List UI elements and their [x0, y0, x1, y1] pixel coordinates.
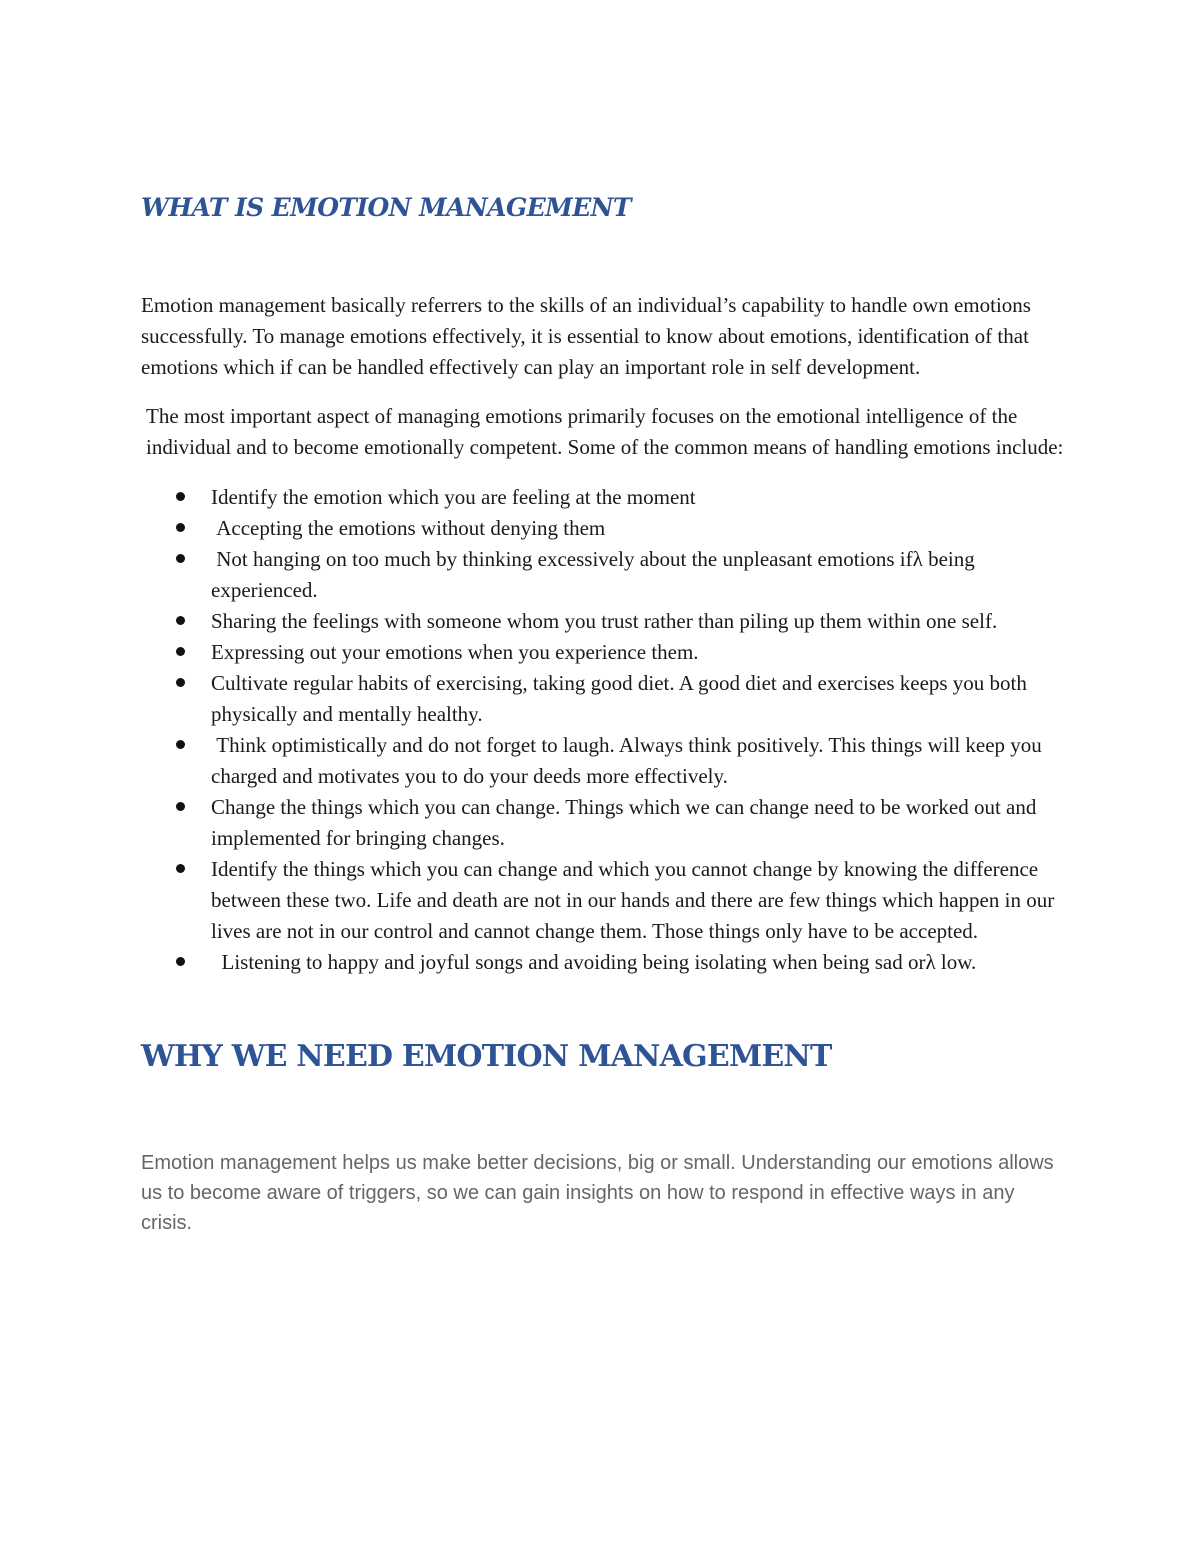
list-item — [141, 482, 1066, 513]
document-content — [141, 188, 1066, 1238]
aspect-paragraph: The most important aspect of managing emotions primarily focuses on the emotional intelligence of the individual and to become emotionally competent. Some of the common means of handling emotions include: — [146, 404, 1064, 459]
list-item — [141, 730, 1066, 792]
bullet-icon — [176, 554, 185, 563]
list-item-text: Expressing out your emotions when you experience them. — [211, 640, 699, 664]
bullet-icon — [176, 957, 185, 966]
bullet-icon — [176, 802, 185, 811]
intro-paragraph: Emotion management basically referrers to the skills of an individual’s capability to handle own emotions successfully. To manage emotions effectively, it is essential to know about emotions, identification of that emotions which if can be handled effectively can play an important role in self development. — [141, 293, 1031, 379]
list-item-text: Think optimistically and do not forget to laugh. Always think positively. This things will keep you charged and motivates you to do your deeds more effectively. — [211, 733, 1048, 788]
bullet-icon — [176, 740, 185, 749]
list-item — [141, 947, 1066, 978]
list-item-text: Change the things which you can change. Things which we can change need to be worked out and implemented for bringing changes. — [211, 795, 1037, 850]
list-item — [141, 606, 1066, 637]
list-item-text: Identify the things which you can change and which you cannot change by knowing the difference between these two. Life and death are not in our hands and there are few things which happen in our lives are not in our control and cannot change them. Those things only have to be accepted. — [211, 857, 1055, 943]
why-paragraph: Emotion management helps us make better decisions, big or small. Understanding our emotions allows us to become aware of triggers, so we can gain insights on how to respond in effective ways in any crisis. — [141, 1152, 1054, 1234]
list-item — [141, 544, 1066, 606]
list-item — [141, 854, 1066, 947]
bullet-icon — [176, 678, 185, 687]
bullet-icon — [176, 492, 185, 501]
list-item-text: Not hanging on too much by thinking excessively about the unpleasant emotions ifλ being experienced. — [211, 547, 980, 602]
bullet-icon — [176, 647, 185, 656]
means-list — [141, 482, 1066, 978]
bullet-icon — [176, 864, 185, 873]
heading-why-we-need-emotion-management: WHY WE NEED EMOTION MANAGEMENT — [141, 1039, 832, 1074]
list-item-text: Listening to happy and joyful songs and avoiding being isolating when being sad orλ low. — [211, 950, 977, 974]
heading-what-is-emotion-management: WHAT IS EMOTION MANAGEMENT — [141, 193, 631, 222]
bullet-icon — [176, 616, 185, 625]
list-item-text: Identify the emotion which you are feeling at the moment — [211, 485, 696, 509]
list-item — [141, 668, 1066, 730]
list-item-text: Accepting the emotions without denying them — [211, 516, 606, 540]
list-item — [141, 513, 1066, 544]
list-item — [141, 792, 1066, 854]
list-item-text: Cultivate regular habits of exercising, taking good diet. A good diet and exercises keeps you both physically and mentally healthy. — [211, 671, 1027, 726]
list-item-text: Sharing the feelings with someone whom you trust rather than piling up them within one self. — [211, 609, 998, 633]
bullet-icon — [176, 523, 185, 532]
list-item — [141, 637, 1066, 668]
